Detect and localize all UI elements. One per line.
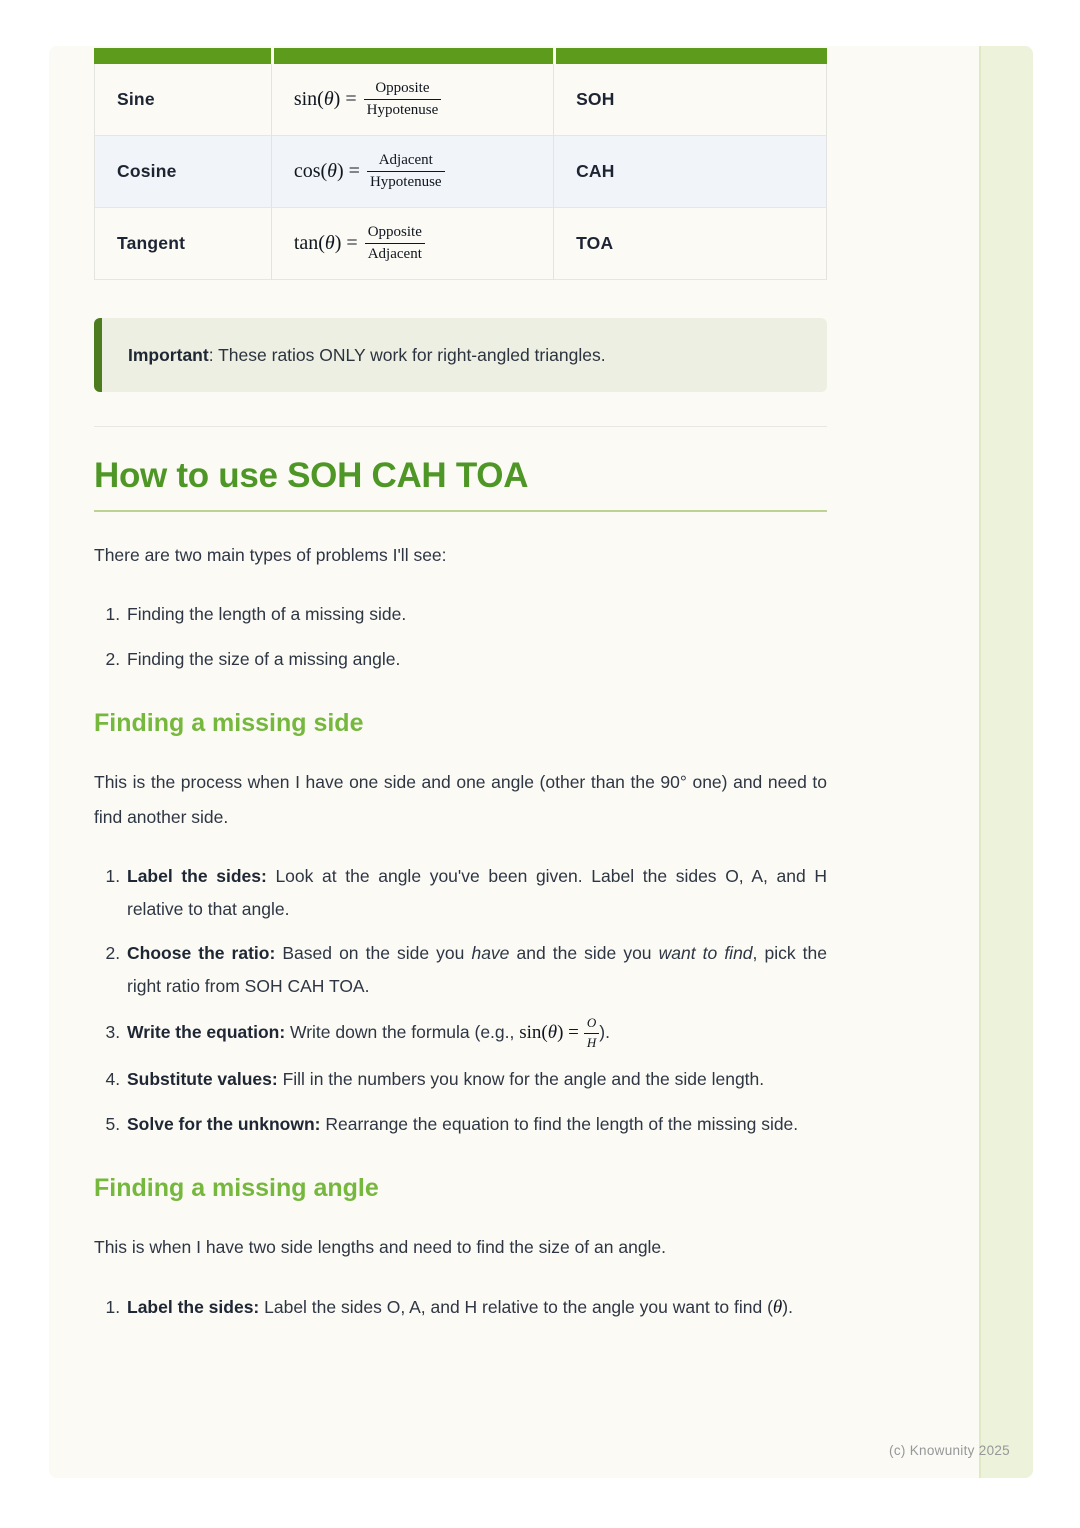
ratio-acronym: TOA <box>553 208 827 280</box>
section-heading-missing-side: Finding a missing side <box>94 709 364 738</box>
table-header-row <box>94 48 827 64</box>
list-item: 5. Solve for the unknown: Rearrange the equation to find the length of the missing side. <box>125 1108 827 1141</box>
missing-side-paragraph: This is the process when I have one side and one angle (other than the 90° one) and need to find another side. <box>94 772 827 827</box>
list-item: 2. Choose the ratio: Based on the side you have and the side you want to find, pick the right ratio from SOH CAH TOA. <box>125 937 827 1003</box>
problem-types-list <box>94 598 827 676</box>
list-item: 1. Label the sides: Label the sides O, A, and H relative to the angle you want to find ( θ ). <box>125 1290 827 1326</box>
watermark: (c) Knowunity 2025 <box>889 1443 1010 1458</box>
section-heading-missing-angle: Finding a missing angle <box>94 1173 379 1202</box>
callout-label: Important <box>128 345 209 365</box>
page-content <box>94 46 827 1338</box>
document-page <box>49 46 1033 1478</box>
important-callout <box>94 318 827 392</box>
ratio-acronym: CAH <box>553 136 827 208</box>
list-item: 2. Finding the size of a missing angle. <box>125 643 827 676</box>
table-header-cell <box>271 48 553 64</box>
list-item: 4. Substitute values: Fill in the numbers you know for the angle and the side length. <box>125 1063 827 1096</box>
list-item: 1. Finding the length of a missing side. <box>125 598 827 631</box>
intro-paragraph: There are two main types of problems I'll see: <box>94 545 447 566</box>
title-underline <box>94 510 827 512</box>
table-row <box>94 208 827 280</box>
page-title: How to use SOH CAH TOA <box>94 456 529 496</box>
list-item: 3. Write the equation: Write down the formula (e.g., sin(θ) = $\frac{O}{H}$ ). <box>125 1015 827 1051</box>
ratio-formula: sin(θ) = $\frac{\text{Opposite}}{\text{Hypotenuse}}$ <box>271 64 553 136</box>
ratio-formula: cos(θ) = $\frac{\text{Adjacent}}{\text{Hypotenuse}}$ <box>271 136 553 208</box>
missing-angle-paragraph: This is when I have two side lengths and need to find the size of an angle. <box>94 1236 667 1257</box>
missing-side-steps-list <box>94 860 827 1141</box>
table-row <box>94 64 827 136</box>
trig-ratios-table <box>94 48 827 280</box>
ratio-acronym: SOH <box>553 64 827 136</box>
missing-angle-steps-list <box>94 1290 827 1326</box>
ratio-name: Sine <box>94 64 271 136</box>
section-divider <box>94 426 827 427</box>
page-margin-strip <box>979 46 1033 1478</box>
callout-text: : These ratios ONLY work for right-angled triangles. <box>208 345 606 365</box>
table-header-cell <box>553 48 827 64</box>
ratio-name: Cosine <box>94 136 271 208</box>
ratio-name: Tangent <box>94 208 271 280</box>
list-item: 1. Label the sides: Look at the angle you've been given. Label the sides O, A, and H relative to that angle. <box>125 860 827 926</box>
ratio-formula: tan(θ) = $\frac{\text{Opposite}}{\text{Adjacent}}$ <box>271 208 553 280</box>
table-row <box>94 136 827 208</box>
table-header-cell <box>94 48 271 64</box>
